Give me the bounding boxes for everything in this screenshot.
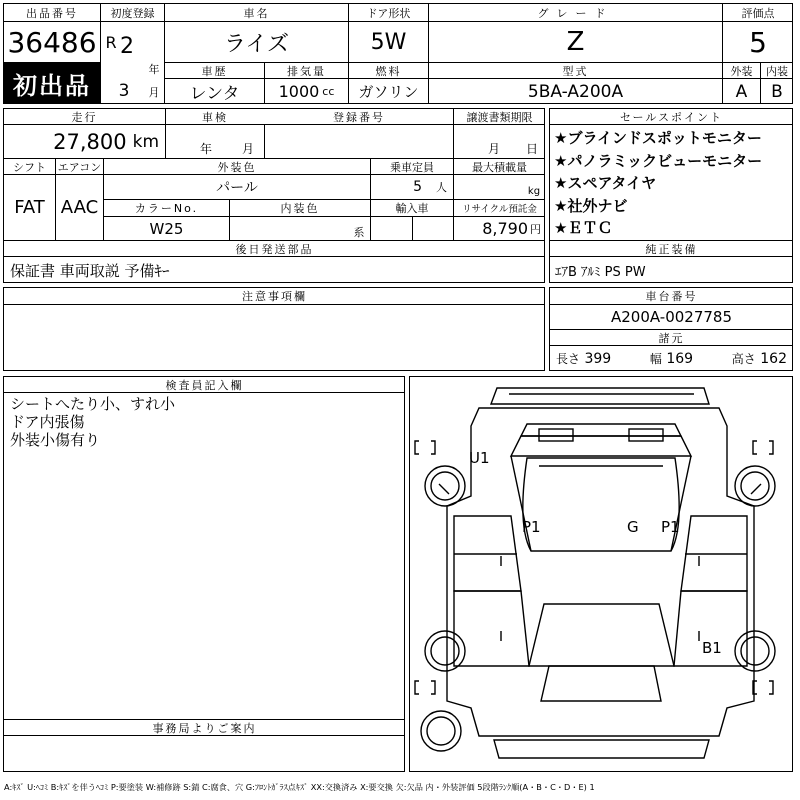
inspection-month-unit: 月 bbox=[241, 141, 254, 156]
interior-color-label: 内装色 bbox=[280, 202, 320, 215]
recycle-deposit-value: 8,790 bbox=[482, 219, 528, 238]
chassis-label: 車台番号 bbox=[645, 290, 698, 303]
registration-month: 3 bbox=[118, 81, 130, 101]
history-label: 車歴 bbox=[201, 64, 228, 78]
mark-p1-right: P1 bbox=[661, 518, 680, 536]
grade: Z bbox=[566, 27, 585, 57]
exterior-color: パール bbox=[216, 180, 258, 196]
equipment: ｴｱB ｱﾙﾐ PS PW bbox=[555, 264, 646, 280]
color-number-label: カラーNo. bbox=[134, 202, 199, 215]
width: 169 bbox=[666, 351, 694, 367]
car-name-label: 車名 bbox=[243, 6, 270, 20]
sales-points-list bbox=[554, 127, 790, 240]
shift-label: シフト bbox=[13, 160, 46, 174]
mileage-value: 27,800 bbox=[53, 129, 127, 154]
exterior-score-label: 外装 bbox=[730, 64, 753, 78]
mark-u1: U1 bbox=[469, 449, 490, 467]
first-registration-label: 初度登録 bbox=[110, 6, 155, 20]
chassis-number: A200A-0027785 bbox=[610, 308, 733, 326]
score-label: 評価点 bbox=[741, 6, 775, 20]
car-outline bbox=[447, 408, 754, 736]
recycle-deposit-label: リサイクル預託金 bbox=[462, 204, 537, 215]
mileage bbox=[4, 125, 165, 158]
inspector-note: シートへたり小、すれ小 bbox=[10, 395, 176, 413]
recycle-deposit-unit: 円 bbox=[530, 222, 541, 236]
width-label: 幅 bbox=[649, 352, 662, 366]
score: 5 bbox=[749, 25, 767, 59]
shift: FAT bbox=[14, 197, 45, 218]
legend: A:ｷｽﾞ U:ﾍｺﾐ B:ｷｽﾞを伴うﾍｺﾐ P:要塗装 W:補修跡 S:錆 C:腐食、穴 G:ﾌﾛﾝﾄｶﾞﾗｽ点ｷｽﾞ XX:交換済み X:要交換 欠:欠品 内・外装評価 5段階ﾗﾝｸ順(A・B・C・D・E) 1 bbox=[4, 781, 595, 792]
displacement bbox=[265, 79, 348, 104]
height-label: 高さ bbox=[731, 352, 756, 366]
inspection-label: 車検 bbox=[202, 110, 228, 124]
lot-number: 36486 bbox=[7, 25, 97, 59]
transfer-day-unit: 日 bbox=[525, 141, 538, 156]
mark-b1: B1 bbox=[702, 639, 722, 657]
windshield bbox=[511, 436, 691, 456]
interior-color-unit: 系 bbox=[353, 226, 365, 239]
aircon-label: エアコン bbox=[57, 160, 102, 174]
first-listing-badge: 初出品 bbox=[4, 63, 100, 103]
mark-p1-left: P1 bbox=[522, 518, 541, 536]
fuel-label: 燃料 bbox=[375, 64, 402, 78]
roof bbox=[523, 458, 679, 551]
import-car-label: 輸入車 bbox=[395, 202, 429, 215]
rear-bumper bbox=[494, 740, 709, 758]
door-type: 5W bbox=[370, 29, 407, 55]
capacity-label: 乗車定員 bbox=[390, 160, 434, 174]
specs-label: 諸元 bbox=[658, 331, 685, 345]
history: レンタ bbox=[189, 84, 240, 104]
inspector-notes bbox=[10, 395, 400, 449]
registration-year: 2 bbox=[120, 34, 134, 58]
car-diagram bbox=[409, 376, 793, 772]
sales-points-label: セールスポイント bbox=[619, 110, 723, 124]
inspector-note: 外装小傷有り bbox=[10, 431, 101, 449]
office-label: 事務局よりご案内 bbox=[152, 721, 257, 735]
fuel: ガソリン bbox=[358, 83, 419, 101]
mileage-unit: km bbox=[132, 131, 159, 152]
sales-point-item: ★ブラインドスポットモニター bbox=[554, 129, 762, 147]
registration-year-unit: 年 bbox=[148, 63, 160, 76]
lot-number-label: 出品番号 bbox=[26, 6, 78, 20]
length-label: 長さ bbox=[556, 352, 581, 366]
front-bumper bbox=[491, 388, 709, 404]
mileage-label: 走行 bbox=[71, 110, 98, 124]
model-label: 型式 bbox=[562, 64, 589, 78]
registration-era: R bbox=[105, 32, 117, 52]
exterior-score: A bbox=[735, 81, 748, 102]
recycle-deposit bbox=[454, 217, 545, 240]
interior-score: B bbox=[771, 81, 783, 102]
inspector-note: ドア内張傷 bbox=[10, 413, 85, 431]
mark-g: G bbox=[627, 518, 639, 536]
aircon: AAC bbox=[60, 197, 99, 218]
inspection-year-unit: 年 bbox=[199, 141, 212, 156]
sales-point-item: ★スペアタイヤ bbox=[554, 174, 657, 192]
registration-month-unit: 月 bbox=[148, 86, 160, 99]
max-load-unit: kg bbox=[527, 185, 541, 197]
displacement-value: 1000 bbox=[278, 82, 320, 101]
max-load-label: 最大積載量 bbox=[472, 160, 527, 174]
capacity-value: 5 bbox=[413, 179, 422, 195]
color-number: W25 bbox=[149, 219, 184, 238]
later-parts-label: 後日発送部品 bbox=[235, 242, 314, 256]
model: 5BA-A200A bbox=[527, 81, 624, 102]
capacity bbox=[371, 175, 453, 199]
exterior-color-label: 外装色 bbox=[217, 160, 257, 174]
specs bbox=[550, 346, 793, 371]
door-label: ドア形状 bbox=[366, 6, 411, 20]
length: 399 bbox=[584, 351, 612, 367]
transfer-month-unit: 月 bbox=[487, 141, 500, 156]
grade-label: グレード bbox=[537, 6, 614, 20]
sales-point-item: ★ＥＴＣ bbox=[554, 219, 613, 237]
transfer-document-label: 譲渡書類期限 bbox=[466, 110, 533, 124]
interior-score-label: 内装 bbox=[766, 64, 788, 78]
sales-point-item: ★社外ナビ bbox=[554, 196, 628, 215]
equipment-label: 純正装備 bbox=[645, 242, 698, 256]
rear-glass bbox=[529, 604, 674, 666]
displacement-unit: cc bbox=[322, 85, 335, 98]
later-parts: 保証書 車両取説 予備ｷｰ bbox=[10, 261, 170, 280]
registration-number-label: 登録番号 bbox=[333, 110, 385, 124]
notes-label: 注意事項欄 bbox=[242, 290, 307, 303]
displacement-label: 排気量 bbox=[287, 64, 326, 78]
capacity-unit: 人 bbox=[436, 181, 447, 194]
height: 162 bbox=[760, 351, 787, 367]
sales-point-item: ★パノラミックビューモニター bbox=[554, 151, 763, 170]
inspector-label: 検査員記入欄 bbox=[165, 378, 244, 392]
car-name: ライズ bbox=[223, 31, 290, 57]
